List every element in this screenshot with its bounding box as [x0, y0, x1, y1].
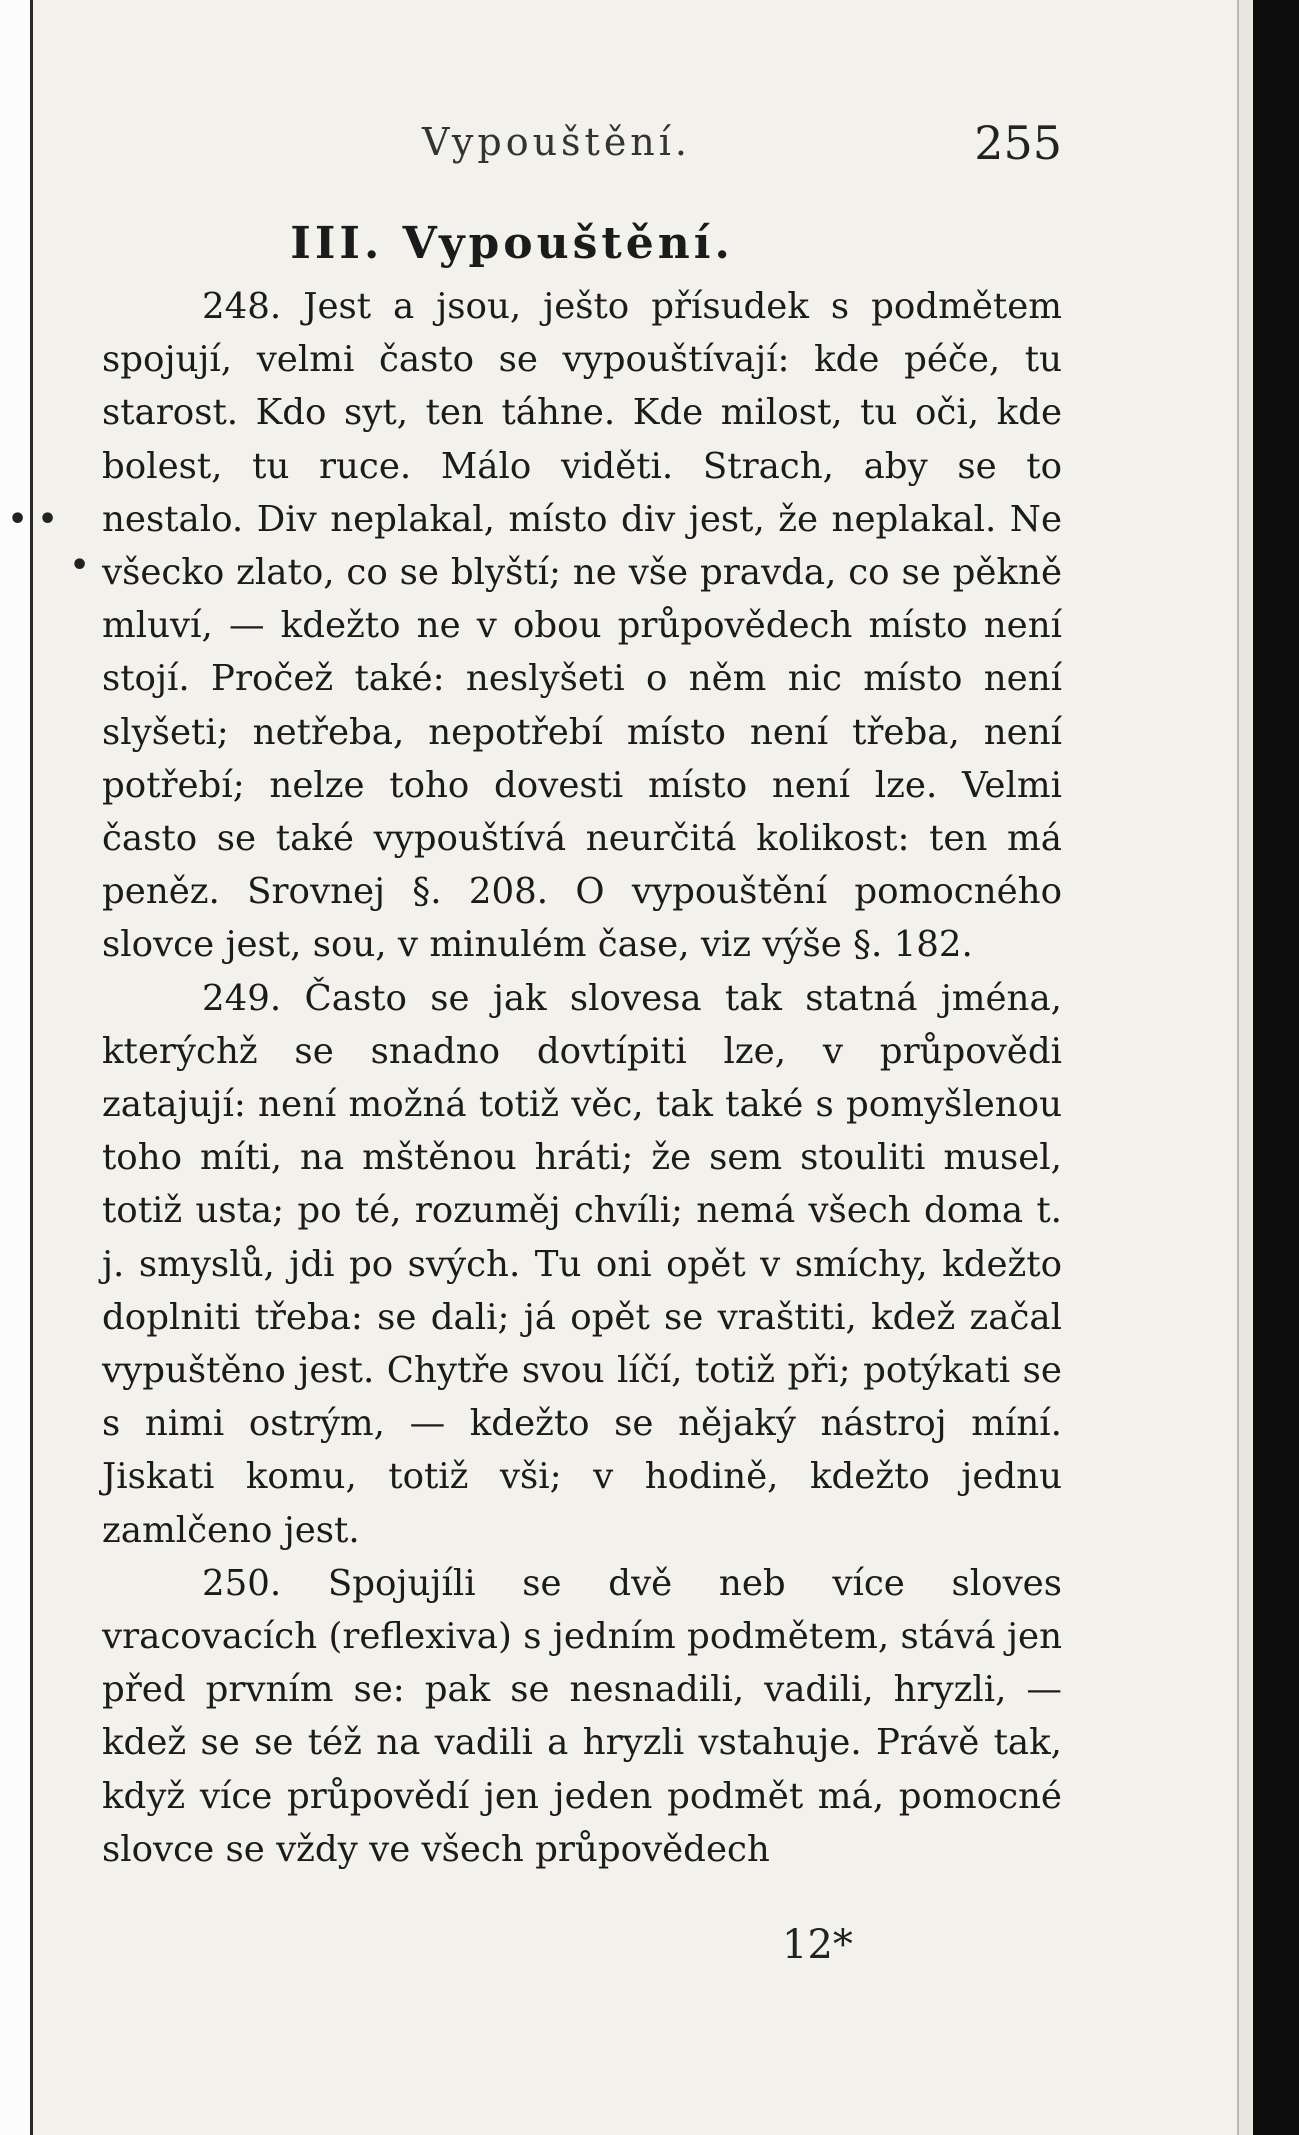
paragraph-249: 249. Často se jak slovesa tak statná jména, kterýchž se snadno dovtípiti lze, v průpovědi zatajují: není možná totiž věc, tak také s pomyšlenou toho míti, na mštěnou hráti; že sem stouliti musel, totiž usta; po té, rozuměj chvíli; nemá všech doma t. j. smyslů, jdi po svých. Tu oni opět v smíchy, kdežto doplniti třeba: se dali; já opět se vraštiti, kdež začal vypuštěno jest. Chytře svou líčí, totiž při; potýkati se s nimi ostrým, — kdežto se nějaký nástroj míní. Jiskati komu, totiž vši; v hodině, kdežto jednu zamlčeno jest. [102, 977, 1062, 1551]
paragraph-250: 250. Spojujíli se dvě neb více sloves vracovacích (reflexiva) s jedním podmětem, stává jen před prvním se: pak se nesnadili, vadili, hryzli, — kdež se se též na vadili a hryzli vstahuje. Právě tak, když více průpovědí jen jeden podmět má, pomocné slovce se vždy ve všech průpovědech [102, 1562, 1062, 1870]
section-title: III. Vypouštění. [290, 218, 734, 269]
paragraph-248: 248. Jest a jsou, ješto přísudek s podmětem spojují, velmi často se vypouštívají: kde péče, tu starost. Kdo syt, ten táhne. Kde milost, tu oči, kde bolest, tu ruce. Málo viděti. Strach, aby se to nestalo. Div neplakal, místo div jest, že neplakal. Ne všecko zlato, co se blyští; ne vše pravda, co se pěkně mluví, — kdežto ne v obou průpovědech místo není stojí. Pročež také: neslyšeti o něm nic místo není slyšeti; netřeba, nepotřebí místo není třeba, není potřebí; nelze toho dovesti místo není lze. Velmi často se také vypouštívá neurčitá kolikost: ten má peněz. Srovnej §. 208. O vypouštění pomocného slovce jest, sou, v minulém čase, viz výše §. 182. [102, 286, 1062, 966]
signature-mark: 12* [782, 1922, 853, 1968]
right-scan-border [1253, 0, 1299, 2135]
margin-mark: • [8, 502, 28, 537]
left-page-edge [0, 0, 33, 2135]
margin-mark: • [70, 548, 90, 583]
margin-mark: • [38, 502, 58, 537]
book-page [102, 0, 1062, 2135]
page-header [102, 116, 1062, 180]
running-title: Vypouštění. [422, 120, 692, 164]
page-number: 255 [974, 116, 1062, 170]
page-fold-shadow [1237, 0, 1253, 2135]
body-text [102, 280, 1062, 1876]
